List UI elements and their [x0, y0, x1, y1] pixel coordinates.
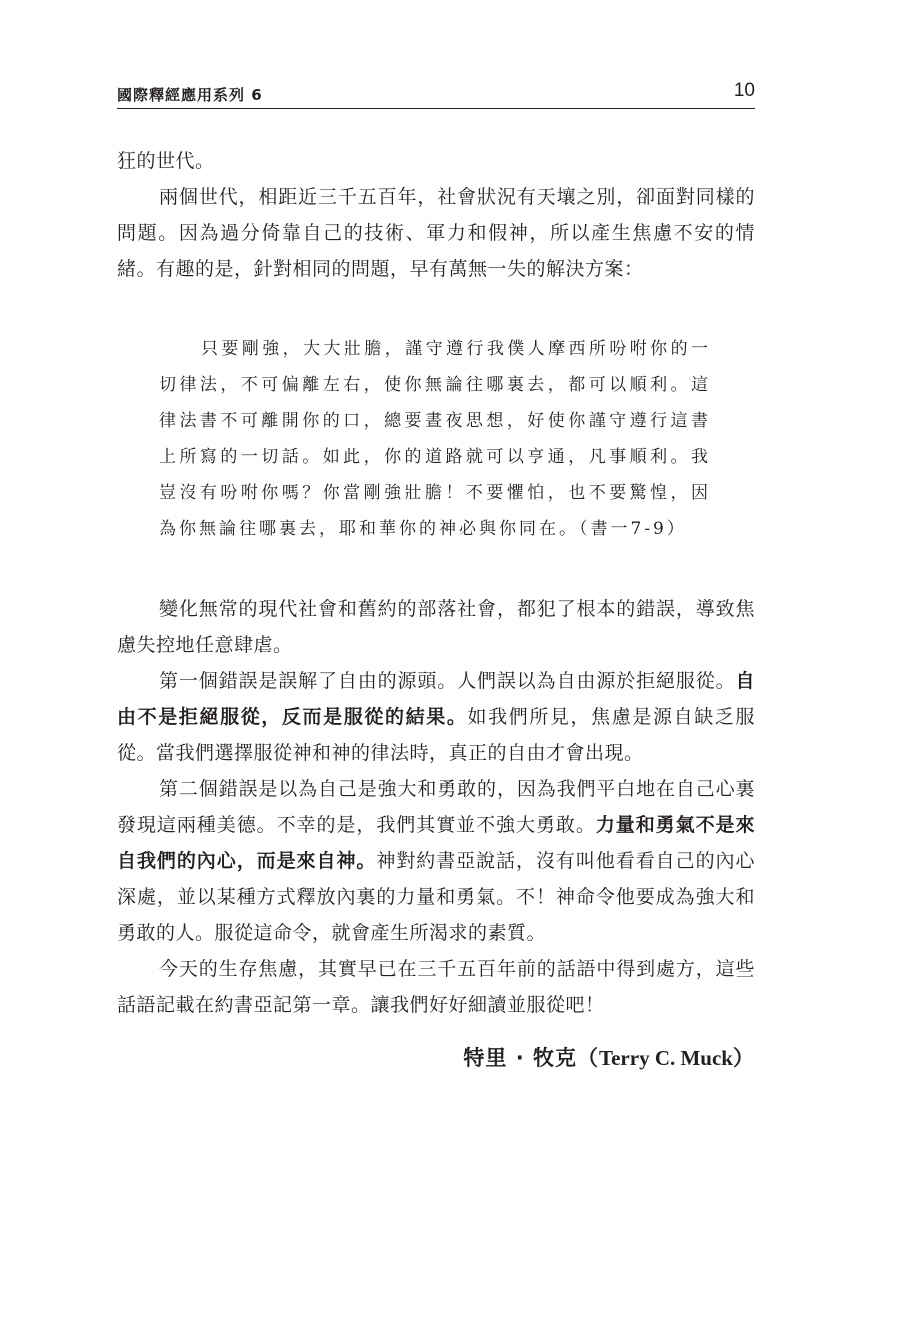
running-header: [117, 80, 755, 109]
paragraph-second-error: [117, 771, 755, 951]
second-error-lead: 第二個錯誤是以為自己是強大和勇敢的，因為我們平白地在自己心裏發現這兩種美德。不幸的是，我們其實並不強大勇敢。: [117, 778, 755, 836]
paragraph-first-error: [117, 663, 755, 771]
paragraph-two-generations: 兩個世代，相距近三千五百年，社會狀況有天壤之別，卻面對同樣的問題。因為過分倚靠自己的技術、軍力和假神，所以產生焦慮不安的情緒。有趣的是，針對相同的問題，早有萬無一失的解決方案：: [117, 186, 755, 280]
author-name-english: Terry C. Muck: [599, 1046, 733, 1070]
first-error-tail: 如我們所見，焦慮是源自缺乏服從。當我們選擇服從神和神的律法時，真正的自由才會出現。: [117, 706, 755, 764]
author-name-close: ）: [733, 1046, 755, 1070]
paragraph-conclusion: 今天的生存焦慮，其實早已在三千五百年前的話語中得到處方，這些話語記載在約書亞記第一章。讓我們好好細讀並服從吧！: [117, 958, 755, 1016]
second-error-tail: 神對約書亞說話，沒有叫他看看自己的內心深處，並以某種方式釋放內裏的力量和勇氣。不！神命令他要成為強大和勇敢的人。服從這命令，就會產生所渴求的素質。: [117, 850, 755, 944]
author-signature: [463, 1042, 755, 1072]
scripture-quote: [159, 331, 711, 547]
paragraph-fundamental-error: 變化無常的現代社會和舊約的部落社會，都犯了根本的錯誤，導致焦慮失控地任意肆虐。: [117, 598, 755, 656]
body-text: [117, 143, 755, 1023]
series-title: 國際釋經應用系列 6: [117, 86, 263, 104]
page-number: 10: [733, 80, 755, 101]
book-page: [117, 0, 755, 1324]
paragraph-continuation: 狂的世代。: [117, 150, 215, 172]
first-error-lead: 第一個錯誤是誤解了自由的源頭。人們誤以為自由源於拒絕服從。: [159, 670, 736, 692]
second-error-emphasis: 力量和勇氣不是來自我們的內心，而是來自神。: [117, 814, 755, 872]
scripture-quote-text: 只要剛強，大大壯膽，謹守遵行我僕人摩西所吩咐你的一切律法，不可偏離左右，使你無論往哪裏去，都可以順利。這律法書不可離開你的口，總要晝夜思想，好使你謹守遵行這書上所寫的一切話。如此，你的道路就可以亨通，凡事順利。我豈沒有吩咐你嗎？你當剛強壯膽！不要懼怕，也不要驚惶，因為你無論往哪裏去，耶和華你的神必與你同在。（書一7-9）: [159, 339, 711, 539]
author-name-chinese: 特里 · 牧克（: [463, 1046, 600, 1070]
first-error-emphasis: 自由不是拒絕服從，反而是服從的結果。: [117, 670, 755, 728]
